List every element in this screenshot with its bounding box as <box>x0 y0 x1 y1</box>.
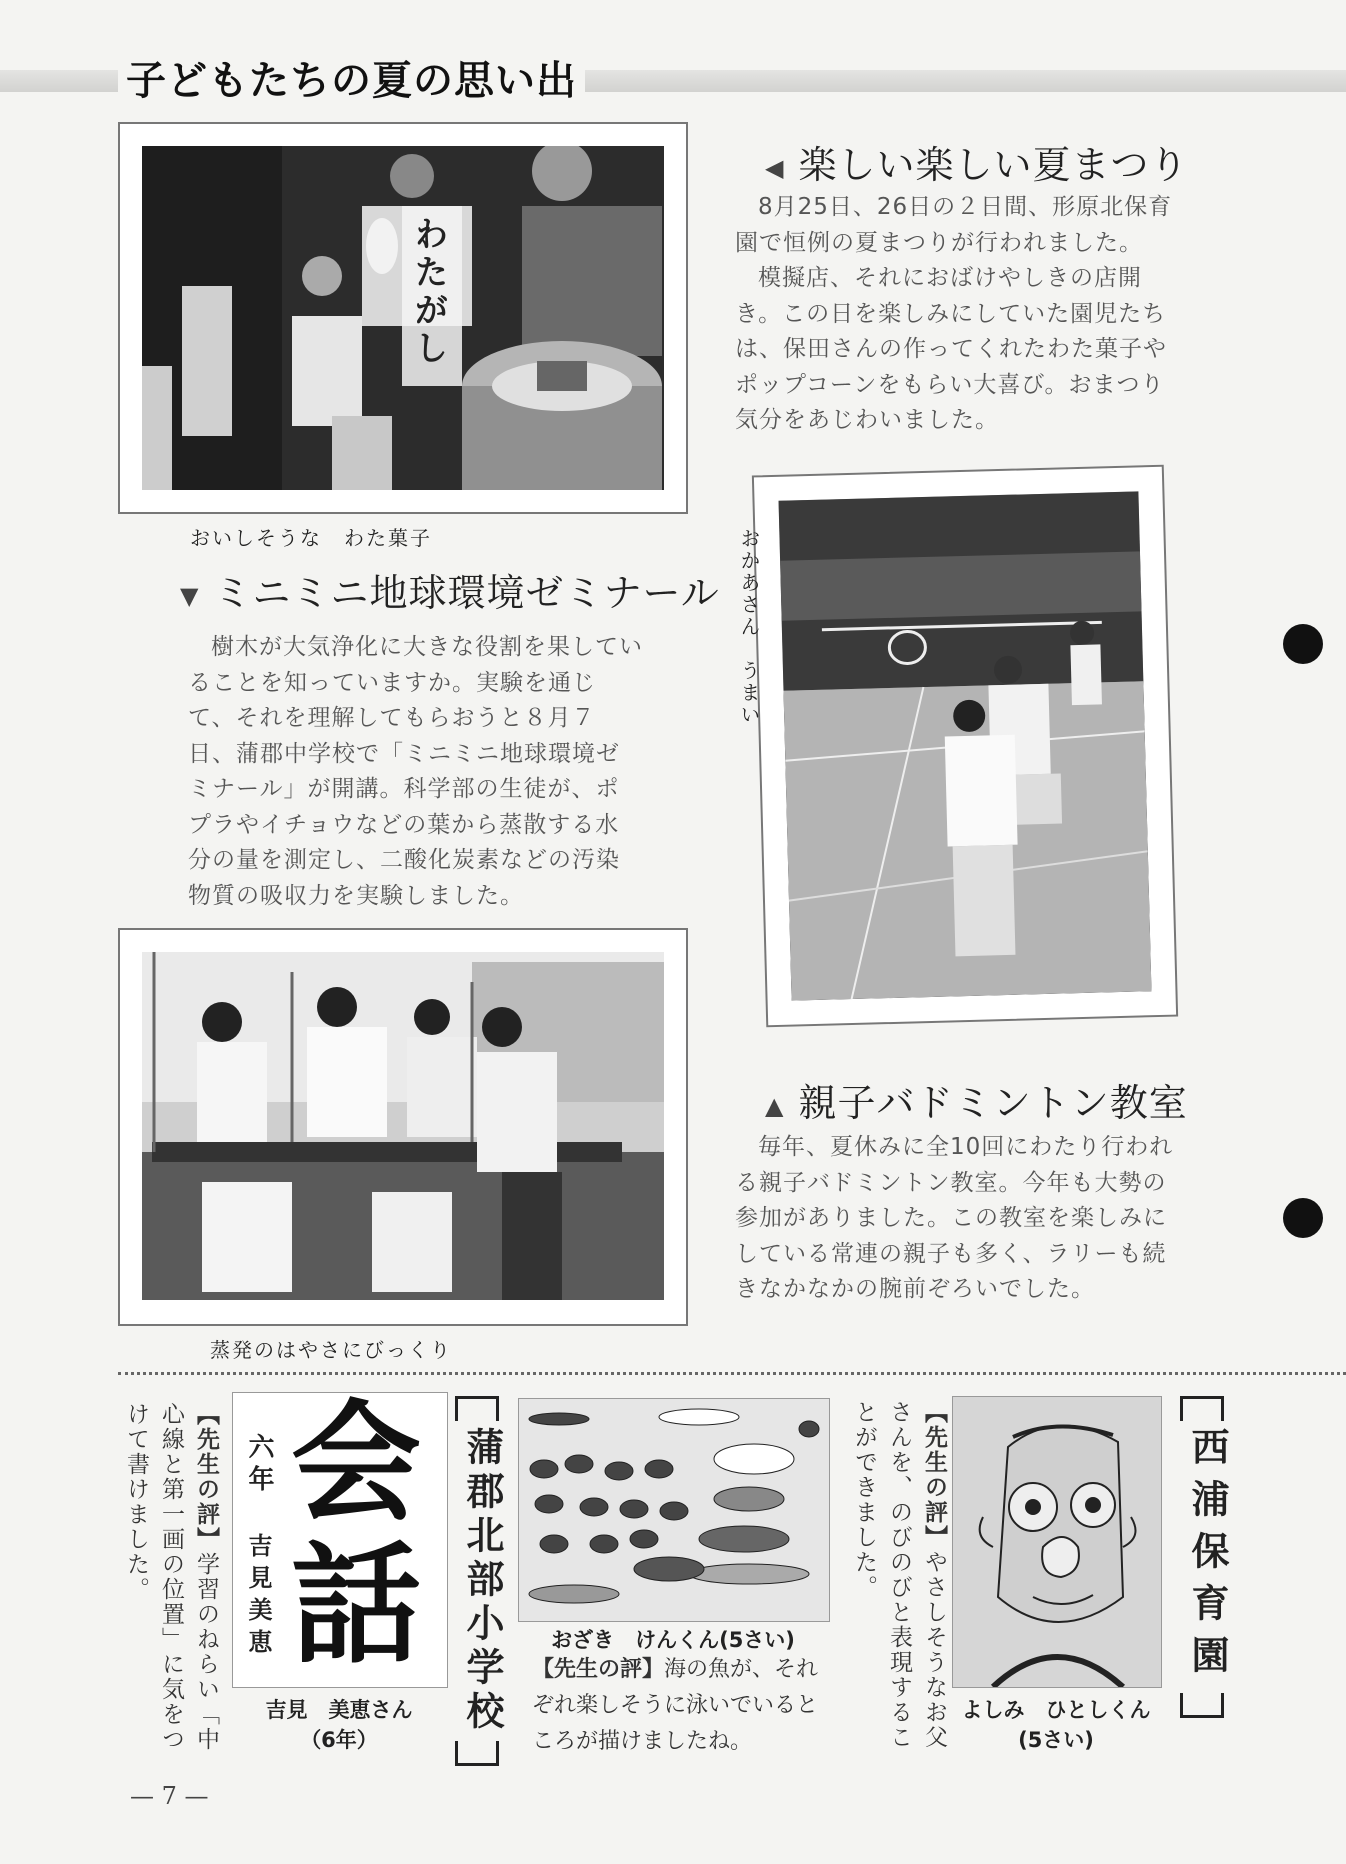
badminton-paragraph: 毎年、夏休みに全10回にわたり行われる親子バドミントン教室。今年も大勢の参加がありました。この教室を楽しみにしている常連の親子も多く、ラリーも続きなかなかの腕前ぞろいでした。 <box>735 1134 1174 1302</box>
portrait-drawing <box>952 1396 1162 1688</box>
badminton-photo-frame <box>752 465 1178 1028</box>
seminar-photo <box>142 952 664 1300</box>
portrait-comment <box>846 1400 952 1760</box>
seminar-body <box>188 630 643 914</box>
binder-hole-bottom <box>1283 1198 1323 1238</box>
section-divider <box>118 1372 1346 1375</box>
festival-paragraph-2: 模擬店、それにおばけやしきの店開き。この日を楽しみにしていた園児たちは、保田さんの作ってくれたわた菓子やポップコーンをもらい大喜び。おまつり気分をあじわいました。 <box>735 265 1167 433</box>
festival-photo-caption: おいしそうな わた菓子 <box>190 526 432 550</box>
badminton-heading-text: 親子バドミントン教室 <box>798 1081 1188 1125</box>
page-title: 子どもたちの夏の思い出 <box>118 58 585 104</box>
badminton-photo <box>779 491 1152 1000</box>
fish-drawing <box>518 1398 830 1622</box>
bracket-top-icon <box>455 1396 499 1421</box>
badminton-photo-caption: おかあさん うまい <box>737 528 761 726</box>
calligraphy-char-1: 会 <box>291 1392 422 1539</box>
triangle-up-icon: ▲ <box>765 1091 785 1120</box>
seminar-paragraph: 樹木が大気浄化に大きな役割を果していることを知っていますか。実験を通じて、それを理解してもらおうと８月７日、蒲郡中学校で「ミニミニ地球環境ゼミナール」が開講。科学部の生徒が、ポプラやイチョウなどの葉から蒸散する水分の量を測定し、二酸化炭素などの汚染物質の吸収力を実験しました。 <box>188 634 643 909</box>
portrait-comment-tag: 【先生の評】 <box>921 1400 948 1550</box>
seminar-heading <box>180 562 720 617</box>
portrait-label: よしみ ひとしくん <box>961 1698 1151 1722</box>
festival-heading <box>765 134 1188 189</box>
portrait-sublabel: (5さい) <box>1018 1728 1094 1752</box>
seminar-photo-frame <box>118 928 688 1326</box>
calligraphy-comment <box>118 1402 224 1762</box>
triangle-left-icon: ◀ <box>765 153 785 182</box>
school-north-bracket <box>455 1396 505 1766</box>
badminton-heading <box>765 1072 1188 1127</box>
calligraphy-label: 吉見 美恵さん <box>265 1698 413 1722</box>
fish-comment-text: 海の魚が、それぞれ楽しそうに泳いでいるところが描けましたね。 <box>532 1657 819 1754</box>
badminton-body <box>735 1130 1185 1308</box>
festival-paragraph-1: 8月25日、26日の２日間、形原北保育園で恒例の夏まつりが行われました。 <box>735 194 1173 256</box>
calligraphy-comment-tag: 【先生の評】 <box>193 1402 220 1552</box>
festival-body <box>735 190 1185 439</box>
fish-comment <box>532 1652 822 1760</box>
school-nishiura-bracket <box>1180 1396 1230 1718</box>
calligraphy-char-2: 話 <box>291 1528 422 1681</box>
calligraphy-grade: 六年 <box>244 1433 274 1497</box>
school-north-name: 蒲郡北部小学校 <box>460 1427 505 1735</box>
festival-sign-text: わたがし <box>408 216 448 368</box>
seminar-heading-text: ミニミニ地球環境ゼミナール <box>213 571 720 615</box>
seminar-photo-caption: 蒸発のはやさにびっくり <box>210 1338 452 1362</box>
portrait-comment-text: やさしそうなお父さんを、のびのびと表現することができました。 <box>851 1400 947 1750</box>
bracket-top-icon <box>1180 1396 1224 1421</box>
bracket-bottom-icon <box>455 1741 499 1766</box>
fish-label: おざき けんくん(5さい) <box>551 1628 795 1652</box>
calligraphy-signature: 吉見美恵 <box>244 1533 273 1661</box>
school-nishiura-name: 西浦保育園 <box>1185 1427 1230 1687</box>
binder-hole-top <box>1283 624 1323 664</box>
calligraphy-sublabel: （6年） <box>300 1728 378 1752</box>
page-number: — 7 — <box>130 1782 209 1810</box>
bracket-bottom-icon <box>1180 1693 1224 1718</box>
festival-photo-frame <box>118 122 688 514</box>
triangle-down-icon: ▼ <box>180 581 200 610</box>
festival-photo <box>142 146 664 490</box>
calligraphy-artwork <box>232 1392 448 1688</box>
fish-comment-tag: 【先生の評】 <box>532 1657 665 1682</box>
festival-heading-text: 楽しい楽しい夏まつり <box>798 143 1189 187</box>
calligraphy-comment-text: 学習のねらい「中心線と第一画の位置」に気をつけて書けました。 <box>123 1402 219 1752</box>
